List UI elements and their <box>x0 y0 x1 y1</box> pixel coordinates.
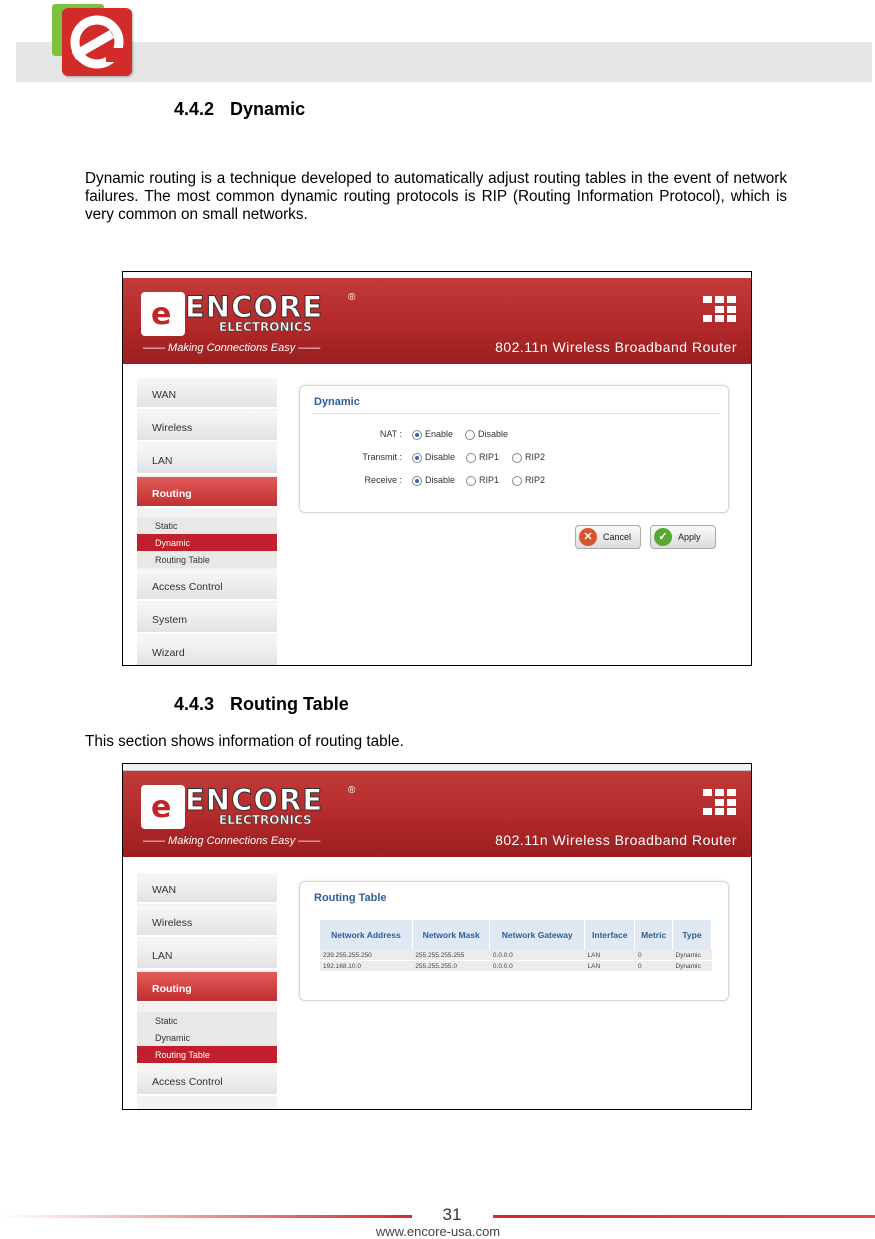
receive-rip1-radio[interactable]: RIP1 <box>466 475 499 486</box>
receive-rip2-radio[interactable]: RIP2 <box>512 475 545 486</box>
dynamic-panel <box>299 385 729 513</box>
menu-wireless[interactable]: Wireless <box>137 906 277 937</box>
menu-access-control[interactable]: Access Control <box>137 1065 277 1096</box>
panel-title: Routing Table <box>314 892 387 904</box>
cell: 239.255.255.250 <box>320 950 412 961</box>
cancel-button[interactable]: ✕ Cancel <box>575 525 641 549</box>
product-name-2: 802.11n Wireless Broadband Router <box>495 832 737 848</box>
grid-icon <box>703 296 737 322</box>
brand-name-2: ENCORE <box>185 783 324 817</box>
menu-access-control[interactable]: Access Control <box>137 570 277 601</box>
screenshot-routing-table <box>122 763 752 1110</box>
cell: LAN <box>585 961 635 972</box>
encore-logo-icon <box>62 8 132 76</box>
routing-table <box>320 920 712 972</box>
dynamic-description: Dynamic routing is a technique developed to automatically adjust routing tables in the event of network failures. The most common dynamic routing protocols is RIP (Routing Information Protocol), which is very common on small networks. <box>85 170 787 223</box>
submenu-routing-table[interactable]: Routing Table <box>137 1046 277 1063</box>
nat-disable-radio[interactable]: Disable <box>465 429 508 440</box>
col-type: Type <box>672 920 711 950</box>
panel-divider <box>312 413 720 414</box>
brand-name: ENCORE <box>185 290 324 324</box>
footer-url: www.encore-usa.com <box>375 1224 501 1239</box>
submenu-routing-table[interactable]: Routing Table <box>137 551 277 568</box>
product-name: 802.11n Wireless Broadband Router <box>495 339 737 355</box>
nat-enable-radio[interactable]: Enable <box>412 429 453 440</box>
transmit-rip1-radio[interactable]: RIP1 <box>466 452 499 463</box>
apply-button[interactable]: ✓ Apply <box>650 525 716 549</box>
brand-reg-2: ® <box>348 785 356 796</box>
section-heading-dynamic: 4.4.2 Dynamic <box>174 99 306 119</box>
col-interface: Interface <box>585 920 635 950</box>
check-icon: ✓ <box>654 528 672 546</box>
table-header-row <box>320 920 712 950</box>
col-metric: Metric <box>635 920 672 950</box>
brand-sub-2: ELECTRONICS <box>219 813 312 827</box>
brand-sub: ELECTRONICS <box>219 320 312 334</box>
menu-wan[interactable]: WAN <box>137 378 277 409</box>
menu-routing[interactable]: Routing <box>137 477 277 508</box>
sidebar-2 <box>137 873 277 1109</box>
cancel-icon: ✕ <box>579 528 597 546</box>
grid-icon-2 <box>703 789 737 815</box>
encore-brand-2 <box>141 783 356 835</box>
menu-wireless[interactable]: Wireless <box>137 411 277 442</box>
col-network-gateway: Network Gateway <box>490 920 585 950</box>
brand-e-icon-2: e <box>141 785 185 829</box>
brand-tagline-2: —— Making Connections Easy —— <box>143 835 321 847</box>
brand-reg: ® <box>348 292 356 303</box>
footer-rule-right <box>493 1215 875 1218</box>
submenu-dynamic[interactable]: Dynamic <box>137 534 277 551</box>
submenu-static[interactable]: Static <box>137 517 277 534</box>
table-row <box>320 961 712 972</box>
menu-routing[interactable]: Routing <box>137 972 277 1003</box>
col-network-mask: Network Mask <box>412 920 490 950</box>
cell: 255.255.255.255 <box>412 950 490 961</box>
routing-table-description: This section shows information of routing table. <box>85 733 404 750</box>
panel-title: Dynamic <box>314 396 360 408</box>
cell: LAN <box>585 950 635 961</box>
col-network-address: Network Address <box>320 920 412 950</box>
routing-table-panel <box>299 881 729 1001</box>
page-header-band <box>16 42 872 82</box>
transmit-label: Transmit : <box>362 452 402 462</box>
menu-wan[interactable]: WAN <box>137 873 277 904</box>
section-heading-routing-table: 4.4.3 Routing Table <box>174 694 349 714</box>
transmit-disable-radio[interactable]: Disable <box>412 452 455 463</box>
menu-wizard[interactable]: Wizard <box>137 636 277 666</box>
sidebar <box>137 378 277 665</box>
cell: Dynamic <box>672 961 711 972</box>
menu-system[interactable]: System <box>137 603 277 634</box>
submenu-static[interactable]: Static <box>137 1012 277 1029</box>
menu-lan[interactable]: LAN <box>137 939 277 970</box>
cell: 0 <box>635 950 672 961</box>
menu-lan[interactable]: LAN <box>137 444 277 475</box>
receive-label: Receive : <box>364 475 402 485</box>
brand-e-icon: e <box>141 292 185 336</box>
cell: 192.168.10.0 <box>320 961 412 972</box>
browser-strip <box>123 764 751 771</box>
nat-label: NAT : <box>379 429 402 439</box>
router-header <box>123 278 751 364</box>
table-row <box>320 950 712 961</box>
screenshot-dynamic <box>122 271 752 666</box>
cell: 0.0.0.0 <box>490 961 585 972</box>
cell: Dynamic <box>672 950 711 961</box>
cell: 0.0.0.0 <box>490 950 585 961</box>
encore-brand <box>141 290 356 342</box>
transmit-rip2-radio[interactable]: RIP2 <box>512 452 545 463</box>
cell: 255.255.255.0 <box>412 961 490 972</box>
footer-rule-left <box>0 1215 412 1218</box>
router-header-2 <box>123 771 751 857</box>
brand-tagline: —— Making Connections Easy —— <box>143 342 321 354</box>
submenu-dynamic[interactable]: Dynamic <box>137 1029 277 1046</box>
cell: 0 <box>635 961 672 972</box>
receive-disable-radio[interactable]: Disable <box>412 475 455 486</box>
page-number: 31 <box>442 1205 462 1224</box>
